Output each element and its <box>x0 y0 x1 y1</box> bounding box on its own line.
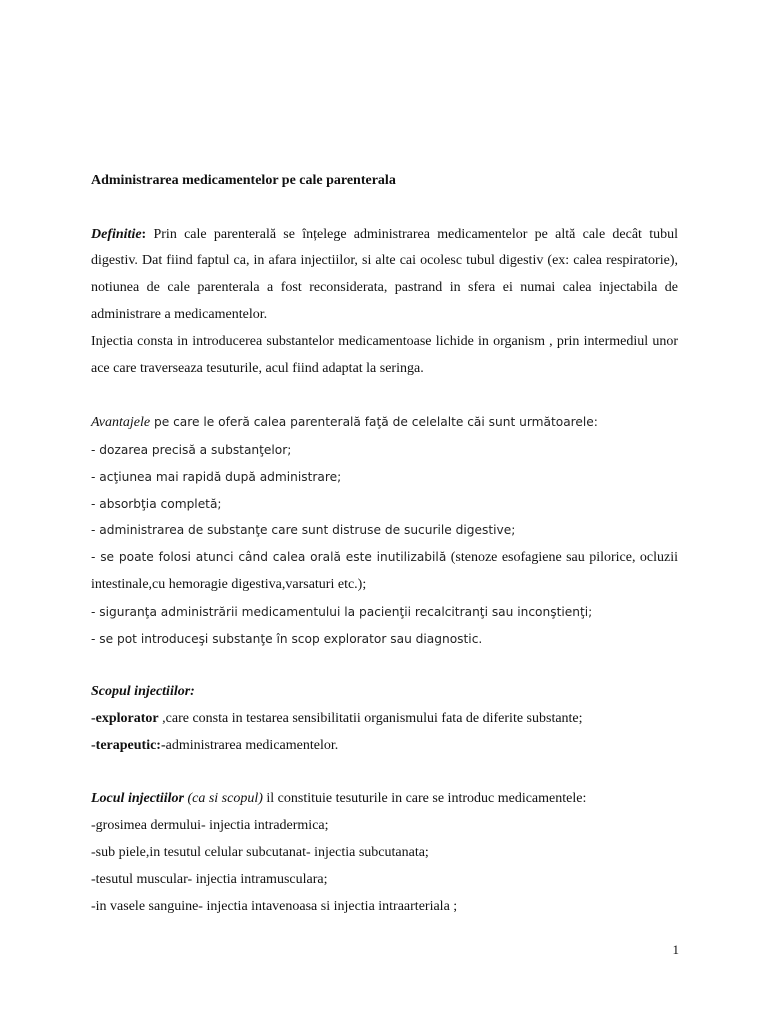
injection-paragraph: Injectia consta in introducerea substantelor medicamentoase lichide in organism , prin intermediul unor ace care traverseaza tesuturile, acul fiind adaptat la seringa. <box>91 333 678 376</box>
location-text: il constituie tesuturile in care se introduc medicamentele: <box>262 791 587 807</box>
definition-colon: : <box>141 226 147 242</box>
advantage-item: - absorbţia completă; <box>91 496 222 511</box>
advantages-term: Avantajele <box>91 415 151 431</box>
location-heading: Locul injectiilor <box>91 791 184 807</box>
location-item: -in vasele sanguine- injectia intavenoasa si injectia intraarteriala ; <box>91 898 458 914</box>
therapeutic-label: -terapeutic:- <box>91 737 166 753</box>
document-title: Administrarea medicamentelor pe cale parenterala <box>91 173 396 188</box>
page-content <box>91 168 678 920</box>
explorator-text: ,care consta in testarea sensibilitatii organismului fata de diferite substante; <box>158 710 583 726</box>
location-intro <box>91 786 678 813</box>
advantage-item: - dozarea precisă a substanţelor; <box>91 442 292 457</box>
advantages-intro <box>91 409 678 437</box>
location-item: -grosimea dermului- injectia intradermica; <box>91 818 329 834</box>
location-item: -sub piele,in tesutul celular subcutanat- injectia subcutanata; <box>91 844 429 860</box>
purpose-heading: Scopul injectiilor: <box>91 684 195 700</box>
advantage-item: - siguranţa administrării medicamentului la pacienţii recalcitranţi sau inconştienţi; <box>91 604 593 619</box>
page-number: 1 <box>672 942 679 957</box>
advantage-item: - administrarea de substanţe care sunt distruse de sucurile digestive; <box>91 523 516 538</box>
oral-item-start: - se poate folosi atunci când calea orală este inutilizabilă <box>91 550 447 565</box>
location-note: (ca si scopul) <box>183 791 263 807</box>
advantage-item: - acţiunea mai rapidă după administrare; <box>91 469 342 484</box>
explorator-label: -explorator <box>91 710 159 726</box>
oral-item-rest: (stenoze esofagiene sau pilorice, ocluzii intestinale,cu hemoragie digestiva,varsaturi etc.); <box>91 550 679 592</box>
purpose-therapeutic <box>91 733 678 760</box>
definition-paragraph <box>91 222 678 329</box>
definition-term: Definitie <box>91 226 142 242</box>
location-item: -tesutul muscular- injectia intramusculara; <box>91 871 328 887</box>
advantage-item: - se pot introduceşi substanţe în scop explorator sau diagnostic. <box>91 631 483 646</box>
definition-text: Prin cale parenterală se înțelege administrarea medicamentelor pe altă cale decât tubul digestiv. Dat fiind faptul ca, in afara injectiilor, si alte cai ocolesc tubul digestiv (ex: calea respiratorie), notiunea de cale parenterala a fost reconsiderata, pastrand in sfera ei numai calea injectabila de administrare a medicamentelor. <box>91 226 678 322</box>
advantage-item-oral <box>91 544 678 599</box>
advantages-intro-text: pe care le oferă calea parenterală faţă de celelalte căi sunt următoarele: <box>150 415 598 430</box>
therapeutic-text: administrarea medicamentelor. <box>165 737 339 753</box>
purpose-explorator <box>91 706 678 733</box>
